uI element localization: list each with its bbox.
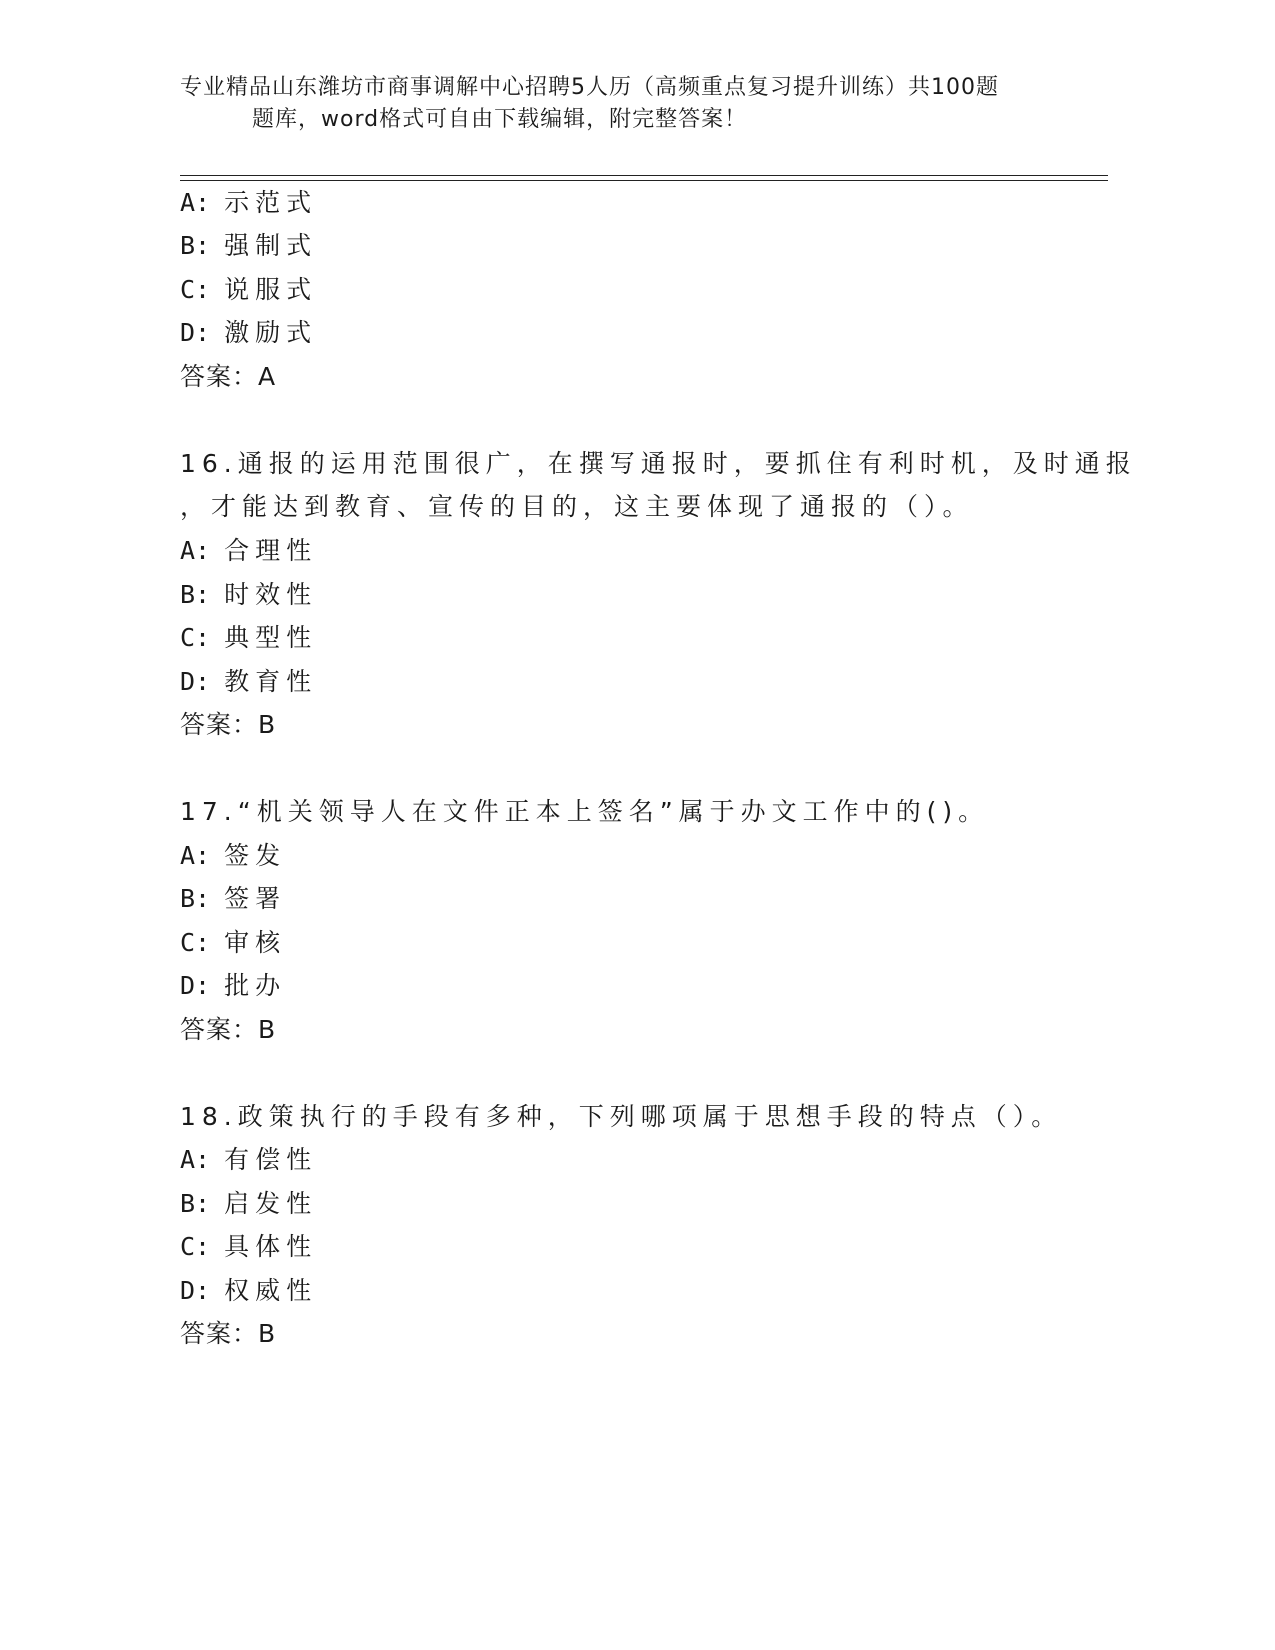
option-text: 签署 xyxy=(224,884,287,913)
option-c xyxy=(180,926,286,960)
question-stem-line-1: 18.政策执行的手段有多种，下列哪项属于思想手段的特点（）。 xyxy=(180,1102,1063,1131)
option-text: 权威性 xyxy=(224,1276,318,1305)
answer-line: 答案：B xyxy=(180,1015,277,1044)
option-text: 典型性 xyxy=(224,623,318,652)
option-text: 具体性 xyxy=(224,1232,318,1261)
answer-line: 答案：B xyxy=(180,710,277,739)
option-d xyxy=(180,1274,317,1308)
option-letter: A: xyxy=(180,841,211,870)
answer-line: 答案：B xyxy=(180,1319,277,1348)
option-a xyxy=(180,839,286,873)
option-d xyxy=(180,665,317,699)
option-text: 强制式 xyxy=(224,231,318,260)
option-a xyxy=(180,534,317,568)
option-letter: B: xyxy=(180,580,211,609)
option-letter: D: xyxy=(180,1276,211,1305)
option-text: 有偿性 xyxy=(224,1145,318,1174)
header-title-line-2: 题库，word格式可自由下载编辑，附完整答案！ xyxy=(252,107,748,132)
option-b xyxy=(180,1187,317,1221)
option-text: 时效性 xyxy=(224,580,318,609)
option-letter: A: xyxy=(180,188,211,217)
option-c xyxy=(180,621,317,655)
answer-line: 答案：A xyxy=(180,362,277,391)
option-text: 合理性 xyxy=(224,536,318,565)
option-letter: B: xyxy=(180,1189,211,1218)
question-stem-line-1: 16.通报的运用范围很广，在撰写通报时，要抓住有利时机，及时通报 xyxy=(180,449,1137,478)
option-d xyxy=(180,316,317,350)
option-letter: D: xyxy=(180,971,211,1000)
option-letter: B: xyxy=(180,231,211,260)
option-letter: A: xyxy=(180,536,211,565)
header-divider-top xyxy=(180,175,1108,176)
option-c xyxy=(180,1230,317,1264)
option-a xyxy=(180,186,317,220)
option-text: 说服式 xyxy=(224,275,318,304)
document-header xyxy=(180,72,1080,136)
option-letter: C: xyxy=(180,1232,211,1261)
option-c xyxy=(180,273,317,307)
option-text: 启发性 xyxy=(224,1189,318,1218)
question-stem-line-2: ，才能达到教育、宣传的目的，这主要体现了通报的（）。 xyxy=(180,492,974,521)
option-text: 示范式 xyxy=(224,188,318,217)
header-title-line-1: 专业精品山东潍坊市商事调解中心招聘5人历（高频重点复习提升训练）共100题 xyxy=(180,75,999,100)
option-text: 签发 xyxy=(224,841,287,870)
option-text: 批办 xyxy=(224,971,287,1000)
option-b xyxy=(180,578,317,612)
option-letter: D: xyxy=(180,667,211,696)
option-letter: D: xyxy=(180,318,211,347)
option-letter: C: xyxy=(180,928,211,957)
option-b xyxy=(180,229,317,263)
header-divider-bottom xyxy=(180,180,1108,181)
option-text: 审核 xyxy=(224,928,287,957)
option-letter: A: xyxy=(180,1145,211,1174)
question-stem-line-1: 17.“机关领导人在文件正本上签名”属于办文工作中的()。 xyxy=(180,797,990,826)
option-letter: B: xyxy=(180,884,211,913)
option-b xyxy=(180,882,286,916)
option-letter: C: xyxy=(180,623,211,652)
option-text: 激励式 xyxy=(224,318,318,347)
option-d xyxy=(180,969,286,1003)
option-letter: C: xyxy=(180,275,211,304)
option-text: 教育性 xyxy=(224,667,318,696)
option-a xyxy=(180,1143,317,1177)
